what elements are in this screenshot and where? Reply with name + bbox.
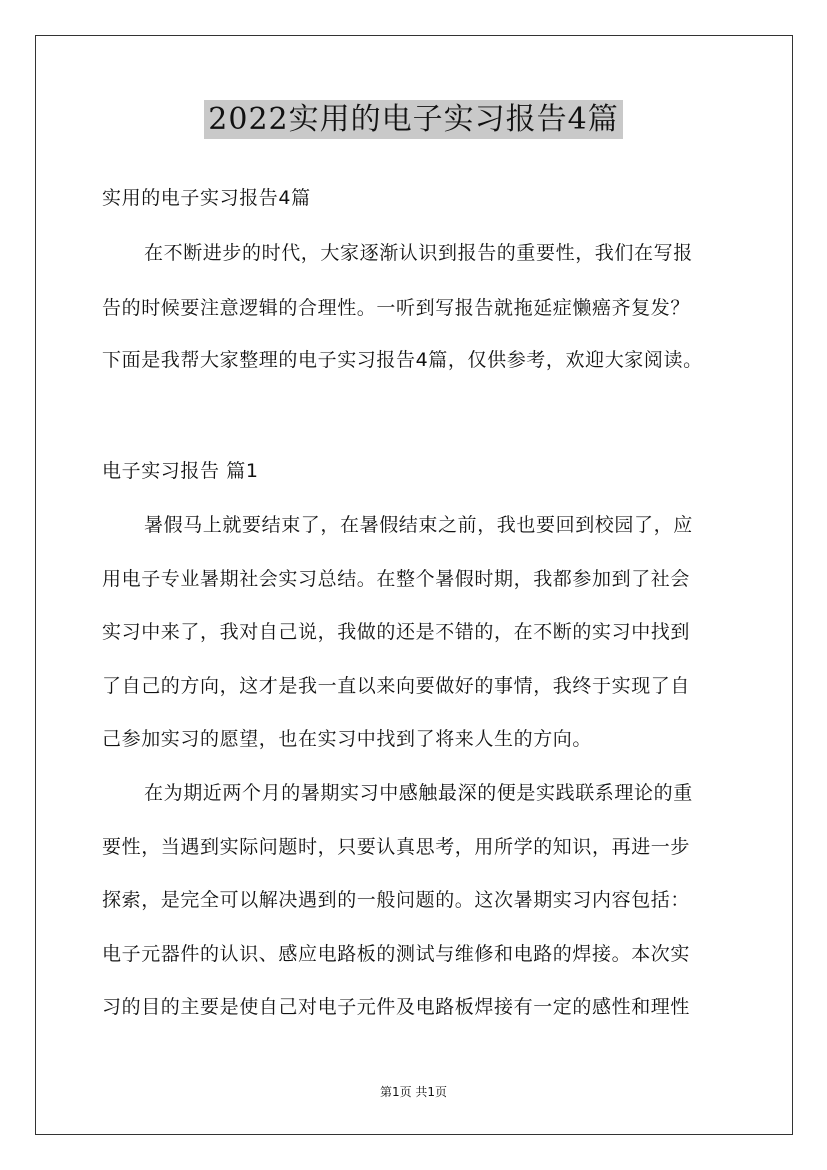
document-title xyxy=(0,100,827,140)
section-heading: 电子实习报告 篇1 xyxy=(102,460,259,482)
intro-line: 下面是我帮大家整理的电子实习报告4篇，仅供参考，欢迎大家阅读。 xyxy=(102,349,703,371)
paragraph-line: 习的目的主要是使自己对电子元件及电路板焊接有一定的感性和理性 xyxy=(102,996,691,1018)
paragraph-line: 了自己的方向，这才是我一直以来向要做好的事情，我终于实现了自 xyxy=(102,675,691,697)
paragraph-line: 要性，当遇到实际问题时，只要认真思考，用所学的知识，再进一步 xyxy=(102,836,691,858)
paragraph-line: 实习中来了，我对自己说，我做的还是不错的，在不断的实习中找到 xyxy=(102,621,691,643)
paragraph-line: 用电子专业暑期社会实习总结。在整个暑假时期，我都参加到了社会 xyxy=(102,568,691,590)
page-footer: 第1页 共1页 xyxy=(379,1085,448,1099)
subtitle: 实用的电子实习报告4篇 xyxy=(102,187,311,209)
paragraph-line: 暑假马上就要结束了，在暑假结束之前，我也要回到校园了，应 xyxy=(144,514,693,536)
paragraph-line: 在为期近两个月的暑期实习中感触最深的便是实践联系理论的重 xyxy=(144,782,693,804)
intro-line: 告的时候要注意逻辑的合理性。一听到写报告就拖延症懒癌齐复发？ xyxy=(102,297,691,319)
paragraph-line: 电子元器件的认识、感应电路板的测试与维修和电路的焊接。本次实 xyxy=(102,943,691,965)
document-title-text: 2022实用的电子实习报告4篇 xyxy=(204,100,622,139)
paragraph-line: 探索，是完全可以解决遇到的一般问题的。这次暑期实习内容包括： xyxy=(102,889,691,911)
paragraph-line: 己参加实习的愿望，也在实习中找到了将来人生的方向。 xyxy=(102,728,593,750)
intro-line: 在不断进步的时代，大家逐渐认识到报告的重要性，我们在写报 xyxy=(144,242,693,264)
